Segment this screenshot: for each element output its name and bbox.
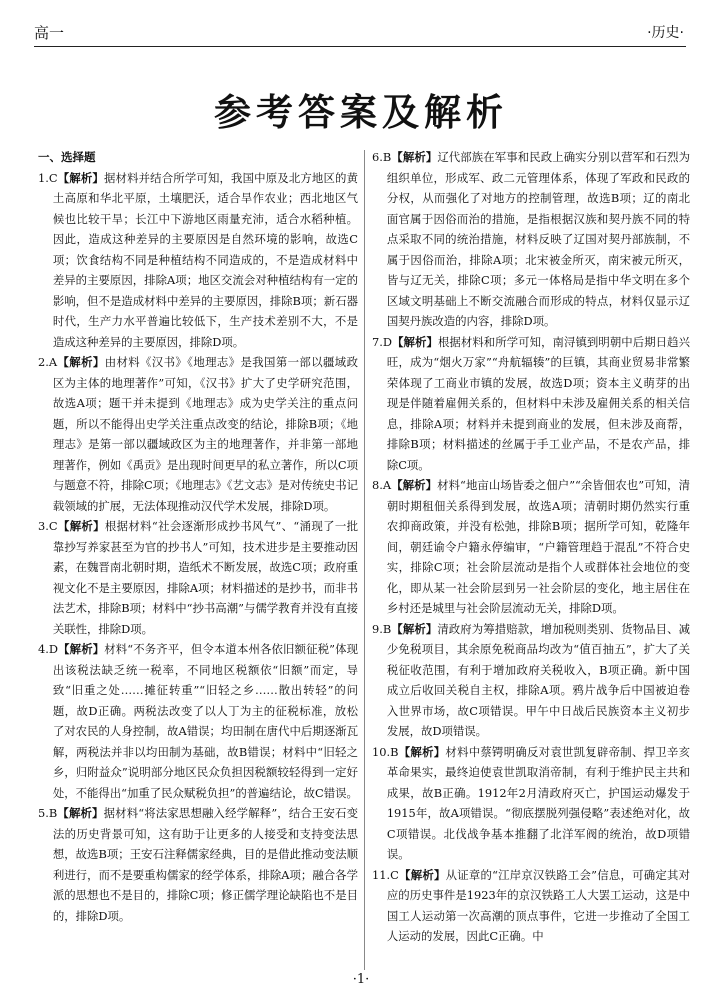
item-number: 10.B [372, 744, 399, 759]
analysis-tag: 【解析】 [391, 150, 438, 164]
answer-item-9 [372, 619, 690, 742]
analysis-tag: 【解析】 [398, 744, 446, 759]
item-number: 7.D [372, 334, 393, 349]
item-text: 根据材料和所学可知，南浔镇到明朝中后期日趋兴旺，成为“烟火万家”“舟航辐辏”的巨镇，其商业贸易非常繁荣体现了工商业市镇的发展，故选D项；资本主义萌芽的出现是伴随着雇佣关系的，但材料中未涉及雇佣关系的相关信息，排除A项；材料并未提到商业的发展，但未涉及商帮，排除B项；材料描述的丝属于手工业产品，不是农产品，排除C项。 [386, 334, 690, 472]
item-text: 材料中蔡锷明确反对袁世凯复辟帝制、捍卫辛亥革命果实，最终迫使袁世凯取消帝制，有利于维护民主共和成果，故B正确。1912年2月清政府灭亡，护国运动爆发于1915年，故A项错误。“彻底摆脱列强侵略”表述绝对化，故C项错误。北伐战争基本推翻了北洋军阀的统治，故D项错误。 [386, 744, 690, 861]
item-number: 4.D [38, 642, 59, 656]
analysis-tag: 【解析】 [57, 806, 104, 820]
item-text: 辽代部族在军事和民政上确实分别以营军和石烈为组织单位，形成军、政二元管理体系，体现了军政和民政的分权，从而强化了对地方的控制管理，故选B项；辽的南北面官属于因俗而治的措施，是指根据汉族和契丹族不同的特点采取不同的统治措施，材料反映了辽国对契丹部族制，不属于因俗而治，排除A项；北宋被金所灭，南宋被元所灭，皆与辽无关，排除C项；多元一体格局是指中华文明在多个区域文明基础上不断交流融合而形成的特点，材料仅显示辽国契丹族改造的内容，排除D项。 [386, 150, 690, 328]
item-number: 9.B [372, 621, 392, 636]
answer-item-1 [38, 168, 358, 353]
header-rule [34, 46, 686, 47]
answer-item-11 [372, 865, 690, 947]
answer-item-10 [372, 742, 690, 865]
item-number: 11.C [372, 867, 399, 882]
header-subject: ·历史· [647, 25, 684, 41]
analysis-tag: 【解析】 [58, 642, 105, 656]
item-number: 1.C [38, 170, 58, 185]
header-grade: 高一 [34, 24, 65, 42]
item-number: 6.B [372, 150, 392, 164]
section-title: 一、选择题 [38, 150, 96, 164]
column-divider [364, 150, 365, 970]
item-text: 据材料并结合所学可知，我国中原及北方地区的黄土高原和华北平原，土壤肥沃，适合旱作农业；西北地区气候也比较干旱；长江中下游地区雨量充沛，适合水稻种植。因此，造成这种差异的主要原因是自然环境的影响，故选C项；饮食结构不同是种植结构不同造成的，不是造成材料中差异的主要原因，排除A项；地区交流会对种植结构有一定的影响，但不是造成材料中差异的主要原因，排除B项；新石器时代，生产力水平普遍比较低下，生产技术差别不大，不是造成这种差异的主要原因，排除D项。 [52, 170, 358, 349]
item-number: 5.B [38, 806, 58, 820]
answer-item-3 [38, 516, 358, 639]
analysis-tag: 【解析】 [391, 478, 438, 492]
item-text: 从证章的“江岸京汉铁路工会”信息，可确定其对应的历史事件是1923年的京汉铁路工人大罢工运动，这是中国工人运动第一次高潮的顶点事件，它进一步推动了全国工人运动的发展，因此C正确。中 [386, 867, 690, 943]
item-text: 材料“地亩山场皆委之佃户”“余皆佃农也”可知，清朝时期租佃关系得到发展，故选A项；清朝时期仍然实行重农抑商政策，并没有松弛，排除B项；据所学可知，乾隆年间，朝廷谕令户籍永停编审，“户籍管理趋于混乱”不符合史实，排除C项；社会阶层流动是指个人或群体社会地位的变化，即从某一社会阶层到另一社会阶层的变化，地主居住在乡村还是城里与社会阶层流动无关，排除D项。 [386, 478, 690, 615]
item-number: 8.A [372, 478, 392, 492]
analysis-tag: 【解析】 [392, 334, 438, 349]
answer-item-6 [372, 147, 690, 332]
answer-item-5 [38, 803, 358, 926]
answer-item-2 [38, 352, 358, 516]
analysis-tag: 【解析】 [57, 355, 105, 369]
analysis-tag: 【解析】 [57, 170, 104, 185]
item-text: 由材料《汉书》《地理志》是我国第一部以疆域政区为主体的地理著作”可知，《汉书》扩大了史学研究范围，故选A项；题干并未提到《地理志》成为史学关注的重点问题，所以不能得出史学关注重点改变的结论，排除B项；《地理志》是第一部以疆域政区为主的地理著作，并非第一部地理著作，例如《禹贡》是出现时间更早的私立著作，所以C项与题意不符，排除C项；《地理志》《艺文志》是对传统史书记载领域的扩展，无法体现推动汉代学术发展，排除D项。 [52, 355, 358, 513]
right-column [372, 147, 690, 947]
item-text: 材料“不务齐平，但令本道本州各依旧额征税”体现出该税法缺乏统一税率，不同地区税额依“旧额”而定，导致“旧重之处……摊征转重”“旧轻之乡……散出转轻”的问题，故D正确。两税法改变了以人丁为主的征税标准，放松了对农民的人身控制，故A错误；均田制在唐代中后期逐渐瓦解，两税法并非以均田制为基础，故B错误；材料中“旧轻之乡，归附益众”说明部分地区民众负担因税额较轻得到一定好处，不能得出“加重了民众赋税负担”的普遍结论，故C错误。 [52, 642, 358, 800]
answer-item-7 [372, 332, 690, 476]
answer-item-4 [38, 639, 358, 803]
page-number: ·1· [352, 972, 370, 987]
answer-item-8 [372, 475, 690, 619]
analysis-tag: 【解析】 [398, 867, 446, 882]
item-number: 3.C [38, 519, 58, 533]
analysis-tag: 【解析】 [57, 519, 105, 533]
analysis-tag: 【解析】 [391, 621, 438, 636]
item-text: 清政府为筹措赔款，增加税则类别、货物品目、减少免税项目，其余原免税商品均改为“值百抽五”，扩大了关税征收范围，有利于增加政府关税收入，B项正确。新中国成立后收回关税自主权，排除A项。鸦片战争后中国被迫卷入世界市场，故C项错误。甲午中日战后民族资本主义初步发展，故D项错误。 [386, 621, 690, 738]
page-title: 参考答案及解析 [214, 91, 508, 134]
left-column [38, 147, 358, 926]
item-number: 2.A [38, 355, 58, 369]
item-text: 据材料“将法家思想融入经学解释”，结合王安石变法的历史背景可知，这有助于让更多的人接受和支持变法思想，故选B项；王安石注释儒家经典，目的是借此推动变法顺利进行，而不是要重构儒家的经学体系，排除A项；融合各学派的思想也不是目的，排除C项；修正儒学理论缺陷也不是目的，排除D项。 [52, 806, 358, 923]
item-text: 根据材料“社会逐渐形成抄书风气”、“涌现了一批靠抄写养家甚至为官的抄书人”可知，技术进步是主要推动因素，在魏晋南北朝时期，造纸术不断发展，故选C项；政府重视文化不是主要原因，排除A项；材料描述的是抄书，而非书法艺术，排除B项；材料中“抄书高潮”与儒学教育并没有直接关联性，排除D项。 [52, 519, 358, 636]
